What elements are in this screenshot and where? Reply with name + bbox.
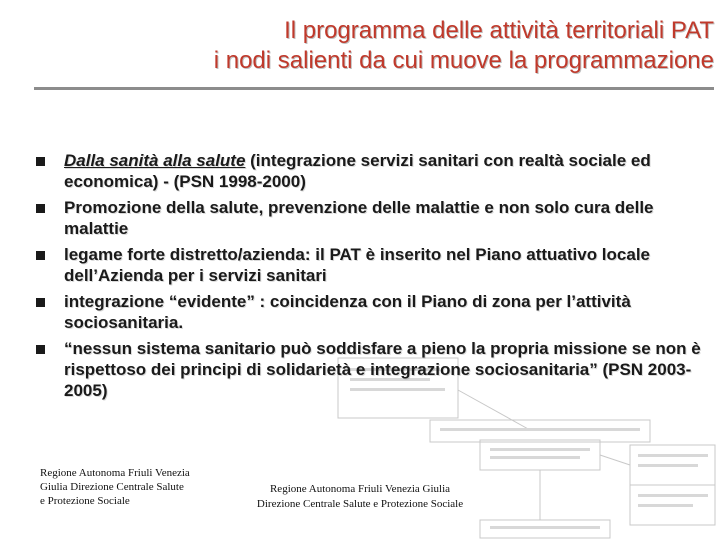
square-bullet-icon: [36, 157, 45, 166]
title-divider: [34, 87, 714, 90]
bullet-item: [36, 291, 716, 333]
bullet-item: [36, 338, 716, 401]
bullet-item: [36, 244, 716, 286]
footer-center-text: Regione Autonoma Friuli Venezia Giulia Direzione Centrale Salute e Protezione Sociale: [256, 483, 464, 510]
square-bullet-icon: [36, 204, 45, 213]
bullet-item: [36, 150, 716, 192]
title-line-2: i nodi salienti da cui muove la programmazione: [213, 47, 714, 74]
bullet-list: [36, 150, 716, 406]
title-line-1: Il programma delle attività territoriali PAT: [284, 17, 714, 44]
bullet-text: integrazione “evidente” : coincidenza con il Piano di zona per l’attività sociosanitaria.: [64, 292, 631, 332]
footer-left-text: Regione Autonoma Friuli Venezia Giulia Direzione Centrale Salute e Protezione Sociale: [40, 467, 190, 507]
square-bullet-icon: [36, 251, 45, 260]
bullet-text: Promozione della salute, prevenzione delle malattie e non solo cura delle malattie: [64, 198, 654, 238]
slide-title: [40, 16, 714, 76]
bullet-emphasis: Dalla sanità alla salute: [64, 151, 246, 170]
bullet-text: (integrazione servizi sanitari con realtà sociale ed economica) - (PSN 1998-2000): [64, 151, 651, 191]
bullet-item: [36, 197, 716, 239]
bullet-text: legame forte distretto/azienda: il PAT è inserito nel Piano attuativo locale dell’Azienda per i servizi sanitari: [64, 245, 650, 285]
square-bullet-icon: [36, 298, 45, 307]
bullet-text: “nessun sistema sanitario può soddisfare a pieno la propria missione se non è rispettoso dei principi di solidarietà e integrazione sociosanitaria” (PSN 2003-2005): [64, 339, 701, 400]
square-bullet-icon: [36, 345, 45, 354]
